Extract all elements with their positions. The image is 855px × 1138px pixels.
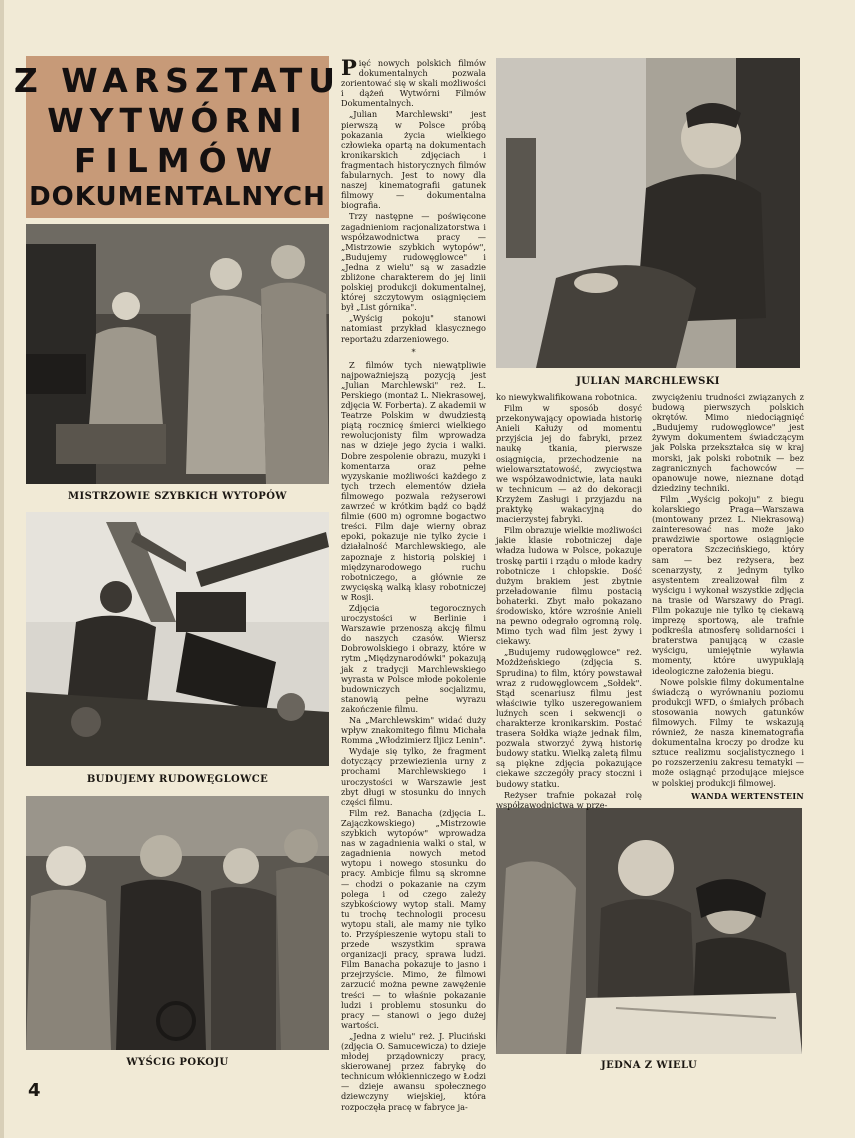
author-signature: WANDA WERTENSTEIN (691, 790, 804, 801)
caption-steelworkers: MISTRZOWIE SZYBKICH WYTOPÓW (68, 491, 287, 502)
title-line-2: WYTWÓRNI (47, 101, 308, 140)
paragraph: „Jedna z wielu" reż. J. Pluciński (zdjęcia O. Samucewicza) to dzieje młodej prządowniczy pracy, skierowanej przez fabrykę do technicum włókienniczego w Łodzi — dzieje awansu społecznego dziewczyny wiejskiej, która rozpoczęła pracę w fabryce ja- (341, 1030, 487, 1112)
paragraph: Film w sposób dosyć przekonywający opowiada historię Anieli Kałuży od momentu przyjścia jej do fabryki, przez naukę tkania, pierwsze osiągnięcia, przechodzenie na wielowarsztatowość, zwycięstwa we współzawodnictwie, lata nauki w technicum — aż do dekoracji Krzyżem Zasługi i przyjazdu na praktykę wakacyjną do macierzystej fabryki. (496, 403, 642, 525)
paragraph: Z filmów tych niewątpliwie najpoważniejszą pozycją jest „Julian Marchlewski" reż. L. Perskiego (montaż L. Niekrasowej, zdjęcia W. Forberta). Z akademii w Teatrze Polskim w dwudziestą piątą rocznicę śmierci wielkiego rewolucjonisty film wprowadza nas w dzieje jego życia i walki. Dobre zespolenie obrazu, muzyki i komentarza oraz pełne wyzyskanie możliwości każdego z tych trzech elementów dzieła filmowego pozwala reżyserowi zawrzeć w krótkim bądź co bądź filmie (600 m) ogromne bogactwo treści. Film daje wierny obraz epoki, pokazuje nie tylko życie i działalność Marchlewskiego, ale zapoznaje z historią polskiej i międzynarodowego ruchu robotniczego, a głównie ze zwycięską walką klasy robotniczej w Rosji. (341, 359, 486, 602)
page-edge (0, 0, 4, 1138)
caption-julian-marchlewski: JULIAN MARCHLEWSKI (576, 376, 720, 387)
page-number: 4 (28, 1080, 41, 1101)
paragraph: ko niewykwalifikowana robotnica. (496, 392, 638, 402)
paragraph: zwyciężeniu trudności związanych z budową pierwszych polskich okrętów. Mimo niedociągnięć „Budujemy rudowęglowce" jest żywym dokumentem świadczącym jak Polska przekształca się w kraj morski, jak polski robotnik — bez zagranicznych fachowców — opanowuje nowe, nieznane dotąd dziedziny techniki. (652, 392, 804, 493)
paragraph: Zdjęcia tegorocznych uroczystości w Berlinie i Warszawie przenoszą akcję filmu do naszych czasów. Wiersz Dobrowolskiego i obrazy, które w rytm „Międzynarodówki" pokazują jak z tradycji Marchlewskiego wyrasta w Polsce młode pokolenie budowniczych socjalizmu, stanowią pełne wyrazu zakończenie filmu. (341, 602, 486, 714)
paragraph: „Budujemy rudowęglowce" reż. Możdżeńskiego (zdjęcia S. Sprudina) to film, który powstawał wraz z rudowęglowcem „Sołdek". Stąd scenariusz filmu jest właściwie tylko uszeregowaniem luźnych scen i sekwencji o charakterze kronikarskim. Postać trasera Sołdka wiąże jednak film, pozwala stworzyć żywą historię budowy statku. Wielką zaletą filmu są piękne zdjęcia pokazujące ciekawe szczegóły pracy stoczni i budowy statku. (496, 647, 642, 789)
photo-jedna-z-wielu (496, 808, 802, 1054)
photo-julian-marchlewski (496, 58, 800, 368)
paragraph: Trzy następne — poświęcone zagadnieniom racjonalizatorstwa i współzawodnictwa pracy — „Mistrzowie szybkich wytopów", „Budujemy rudowęglowce" i „Jedna z wielu" są w zasadzie zbliżone charakterem do jej linii polskiej produkcji dokumentalnej, której szczytowym osiągnięciem był „List górnika". (341, 211, 486, 313)
title-block (13, 56, 342, 218)
article-intro-text: ięć nowych polskich filmów dokumentalnych pozwala zorientować się w skali możliwości i dążeń Wytwórni Filmów Dokumentalnych. (341, 58, 486, 109)
title-line-1: Z WARSZTATU (13, 61, 342, 100)
paragraph: Reżyser trafnie pokazał rolę współzawodnictwa w prze- (496, 789, 642, 810)
article-column-2 (496, 392, 642, 810)
paragraph: Wydaje się tylko, że fragment dotyczący przewiezienia urny z prochami Marchlewskiego i uroczystości w Warszawie jest zbyt długi w stosunku do innych części filmu. (341, 746, 486, 807)
photo-cyclists (26, 796, 329, 1050)
article-column-1 (341, 55, 487, 1112)
article-column-3 (652, 392, 804, 804)
caption-shipyard: BUDUJEMY RUDOWĘGLOWCE (86, 774, 269, 785)
paragraph: Film obrazuje wielkie możliwości jakie klasie robotniczej daje władza ludowa w Polsce, pokazuje troskę partii i rządu o młode kadry robotnicze i chłopskie. Dość dużym brakiem jest zbytnie przeładowanie filmu postacią bohaterki. Zbyt mało pokazano środowisko, które wzrośnie Anieli na pewno odegrało ogromną rolę. Mimo tych wad film jest żywy i ciekawy. (496, 525, 642, 647)
photo-steelworkers (26, 224, 329, 484)
title-line-3: FILMÓW (73, 141, 282, 180)
paragraph: „Wyścig pokoju" stanowi natomiast przykład klasycznego reportażu zdarzeniowego. (341, 313, 486, 344)
paragraph: Film reż. Banacha (zdjęcia L. Zajączkowskiego) „Mistrzowie szybkich wytopów" wprowadza nas w zagadnienia walki o stal, w zagadnienia nowych metod wytopu i nowego stosunku do pracy. Ambicje filmu są skromne — chodzi o pokazanie na czym polega i od czego zależy szybkościowy wytop stali. Mamy tu trochę technologii procesu wytopu stali, ale mamy nie tylko to. Przyśpieszenie wytopu stali to przede wszystkim sprawa organizacji pracy, sprawa ludzi. Film Banacha pokazuje to jasno i przejrzyście. Mimo, że filmowi zarzucić można pewne zawężenie treści — to właśnie pokazanie ludzi i problemu stosunku do pracy — stanowi o jego dużej wartości. (341, 807, 486, 1030)
photo-shipyard (26, 512, 329, 766)
section-divider: * (411, 346, 416, 357)
title-line-4: DOKUMENTALNYCH (29, 182, 326, 212)
paragraph: Na „Marchlewskim" widać duży wpływ znakomitego filmu Michała Romma „Włodzimierz Iljicz Lenin". (341, 715, 486, 746)
caption-cyclists: WYŚCIG POKOJU (126, 1057, 229, 1068)
paragraph: Nowe polskie filmy dokumentalne świadczą o wyrównaniu poziomu produkcji WFD, o śmiałych próbach stosowania nowych gatunków filmowych. Filmy te wskazują również, że nasza kinematografia dokumentalna kroczy po drodze ku sztuce realizmu socjalistycznego i po rozszerzeniu zakresu tematyki — może osiągnąć przodujące miejsce w polskiej produkcji filmowej. (652, 676, 804, 788)
paragraph: Film „Wyścig pokoju" z biegu kolarskiego Praga—Warszawa (montowany przez L. Niekrasową) zainteresować nas może jako prawdziwie sportowe osiągnięcie operatora Szczecińskiego, który sam — bez reżysera, bez scenarzysty, z jednym tylko asystentem zrealizował film z wyścigu i wykonał wszystkie zdjęcia na trasie od Warszawy do Pragi. Film pokazuje nie tylko tę ciekawą imprezę sportową, ale trafnie podkreśla atmosferę solidarności i braterstwa panującą w czasie wyścigu, umiejętnie wyławia momenty, które uwypuklają ideologiczne założenia biegu. (652, 493, 804, 676)
caption-jedna-z-wielu: JEDNA Z WIELU (600, 1060, 698, 1071)
article-intro (341, 55, 486, 109)
drop-cap: P (341, 55, 357, 80)
paragraph: „Julian Marchlewski" jest pierwszą w Polsce próbą pokazania życia wielkiego człowieka opartą na dokumentach kronikarskich zdjęciach i fragmentach historycznych filmów fabularnych. Jest to nowy dla naszej kinematografii gatunek filmowy — dokumentalna biografia. (341, 109, 486, 211)
